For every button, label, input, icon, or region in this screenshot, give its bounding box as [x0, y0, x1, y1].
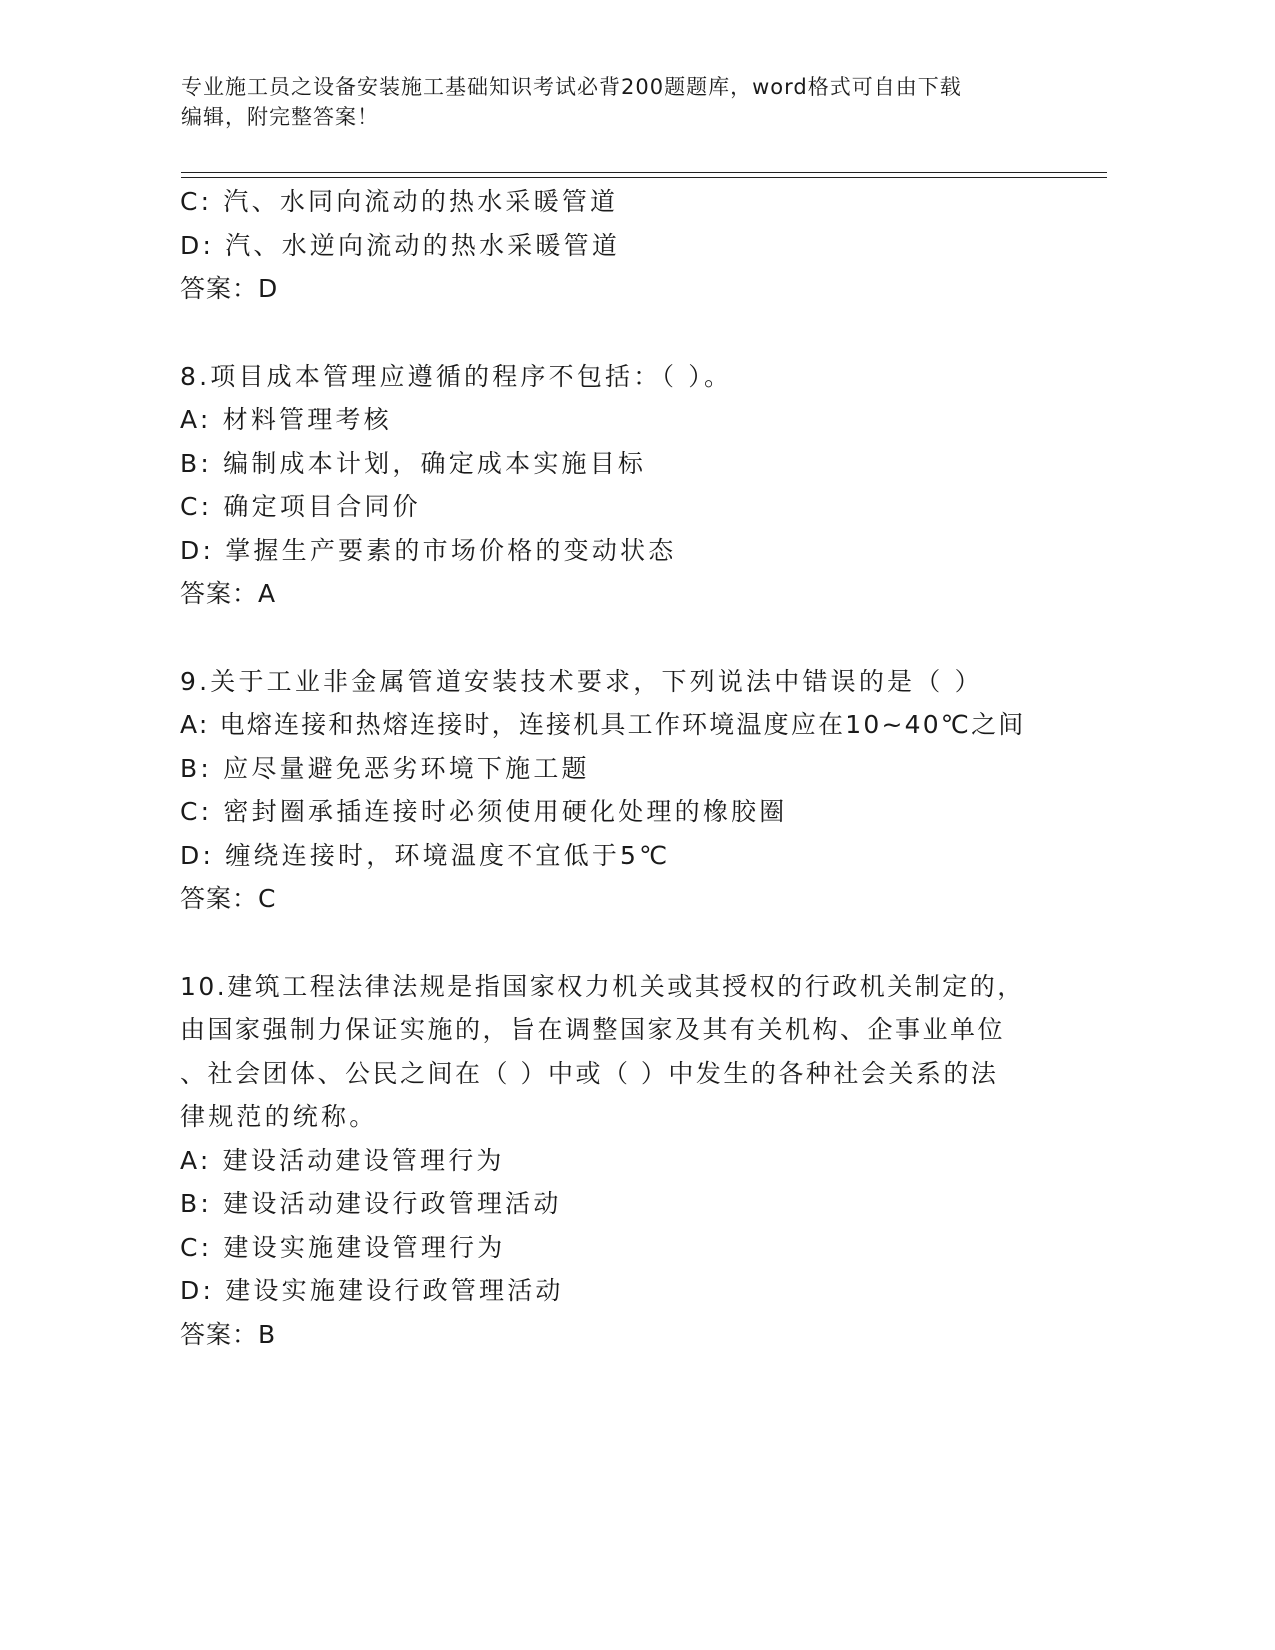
spacer: [180, 311, 1080, 355]
q10-question-line-2: 由国家强制力保证实施的，旨在调整国家及其有关机构、企事业单位: [180, 1015, 1006, 1044]
q10-option-a: A: 建设活动建设管理行为: [180, 1145, 505, 1175]
q7-option-d: D: 汽、水逆向流动的热水采暖管道: [180, 230, 621, 260]
q9-option-c: C: 密封圈承插连接时必须使用硬化处理的橡胶圈: [180, 797, 788, 826]
document-header: [181, 72, 1041, 132]
q8-option-b: B: 编制成本计划，确定成本实施目标: [180, 448, 647, 478]
question-list: [180, 180, 1080, 1356]
q8-answer: 答案：A: [180, 579, 277, 608]
header-divider-top: [181, 172, 1107, 173]
q10-answer: 答案：B: [180, 1319, 277, 1349]
spacer: [180, 921, 1080, 965]
q9-question: 9.关于工业非金属管道安装技术要求，下列说法中错误的是（ ）: [180, 666, 983, 696]
header-title-line-2: 编辑，附完整答案！: [181, 105, 379, 129]
question-7-block: [180, 180, 1080, 311]
q9-option-b: B: 应尽量避免恶劣环境下施工题: [180, 753, 590, 783]
header-title-line-1: 专业施工员之设备安装施工基础知识考试必背200题题库，word格式可自由下载: [181, 75, 962, 99]
q10-option-c: C: 建设实施建设管理行为: [180, 1232, 506, 1262]
q10-question-line-1: 10.建筑工程法律法规是指国家权力机关或其授权的行政机关制定的，: [180, 971, 1025, 1001]
q10-question-line-3: 、社会团体、公民之间在（ ）中或（ ）中发生的各种社会关系的法: [180, 1058, 999, 1088]
q10-option-d: D: 建设实施建设行政管理活动: [180, 1276, 564, 1305]
q9-option-d: D: 缠绕连接时，环境温度不宜低于5℃: [180, 840, 671, 870]
question-10-block: [180, 965, 1080, 1357]
q7-option-c: C: 汽、水同向流动的热水采暖管道: [180, 187, 619, 216]
header-divider-bottom: [181, 177, 1107, 178]
spacer: [180, 616, 1080, 660]
q9-option-a: A: 电熔连接和热熔连接时，连接机具工作环境温度应在10~40℃之间: [180, 710, 1026, 739]
q10-question-line-4: 律规范的统称。: [180, 1102, 378, 1131]
q9-answer: 答案：C: [180, 884, 277, 913]
q8-option-d: D: 掌握生产要素的市场价格的变动状态: [180, 535, 677, 565]
q7-answer: 答案：D: [180, 274, 279, 303]
question-8-block: [180, 355, 1080, 616]
question-9-block: [180, 660, 1080, 921]
q8-option-c: C: 确定项目合同价: [180, 492, 421, 521]
q8-option-a: A: 材料管理考核: [180, 405, 392, 434]
q10-option-b: B: 建设活动建设行政管理活动: [180, 1189, 562, 1218]
q8-question: 8.项目成本管理应遵循的程序不包括：（ ）。: [180, 361, 733, 391]
